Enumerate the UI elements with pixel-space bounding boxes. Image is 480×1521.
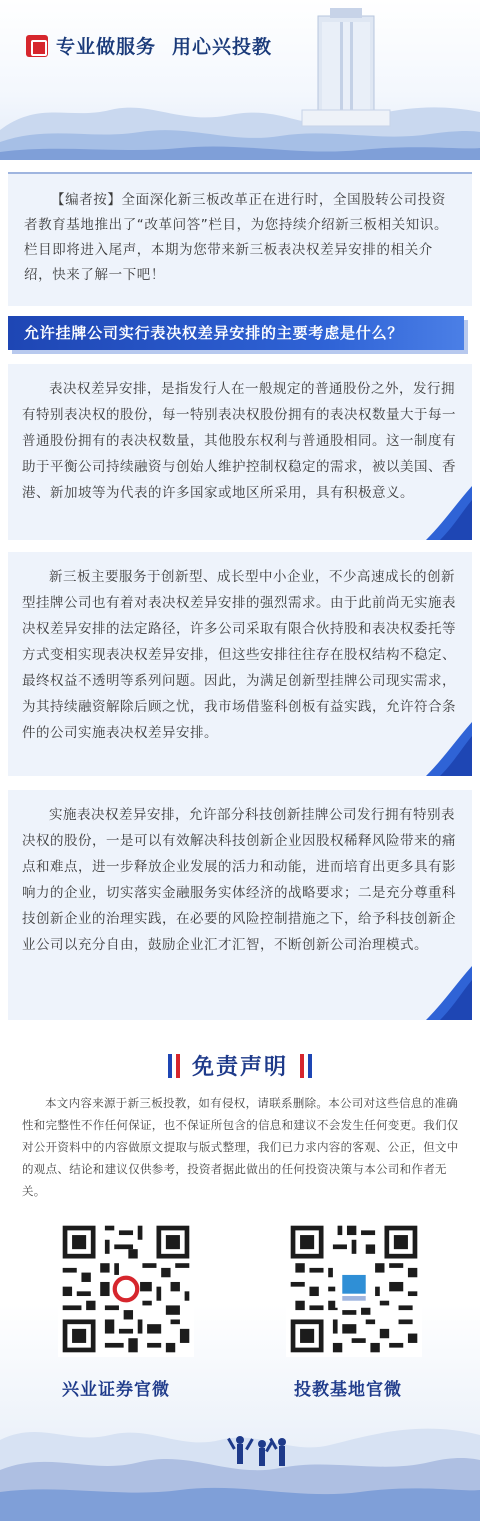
disclaimer-heading [0,1050,480,1081]
qr-label-xingye-securities: 兴业证券官微 [62,1380,170,1400]
paragraph-text: 表决权差异安排，是指发行人在一般规定的普通股份之外，发行拥有特别表决权的股份，每一特别表决权股份拥有的表决权数量大于每一普通股份拥有的表决权数量，其他股东权利与普通股相同。这一制度有助于平衡公司持续融资与创始人维护控制权稳定的需求，被以美国、香港、新加坡等为代表的许多国家或地区所采用，具有积极意义。 [22,381,456,501]
disclaimer-title: 免责声明 [191,1055,288,1080]
company-logo-icon [26,35,48,57]
qr-code-xingye-securities[interactable] [58,1221,194,1357]
slogan [26,32,288,59]
title-marker-icon [168,1054,172,1078]
mountain-illustration [0,70,480,160]
corner-wave-decoration [426,966,472,1020]
paragraph-text: 实施表决权差异安排，允许部分科技创新挂牌公司发行拥有特别表决权的股份，一是可以有效解决科技创新企业因股权稀释风险带来的痛点和难点，进一步释放企业发展的活力和动能，进而培育出更多具有影响力的企业，切实落实金融服务实体经济的战略要求；二是充分尊重科技创新企业的治理实践，在必要的风险控制措施之下，给予科技创新企业公司以充分自由，鼓励企业汇才汇智，不断创新公司治理模式。 [22,807,456,953]
qr-code-icon [286,1221,422,1357]
top-banner [0,0,480,160]
answer-paragraph-1 [8,364,472,540]
slogan-part-2: 用心兴投教 [172,36,273,58]
disclaimer-text: 本文内容来源于新三板投教，如有侵权，请联系删除。本公司对这些信息的准确性和完整性不作任何保证，也不保证所包含的信息和建议不会发生任何变更。我们仅对公开资料中的内容做原文提取与版式整理，我们已力求内容的客观、公正，但文中的观点、结论和建议仅供参考，投资者据此做出的任何投资决策与本公司和作者无关。 [22,1096,459,1198]
question-title: 允许挂牌公司实行表决权差异安排的主要考虑是什么？ [24,324,404,342]
building-illustration [300,6,392,130]
editor-note [8,172,472,306]
qr-code-icon [58,1221,194,1357]
title-marker-icon [308,1054,312,1078]
disclaimer-body [22,1092,462,1202]
disclaimer-section [0,1040,480,1521]
question-heading [8,314,472,354]
title-marker-icon [300,1054,304,1078]
answer-paragraph-2 [8,552,472,776]
qr-label-investor-education-base: 投教基地官微 [294,1380,402,1400]
slogan-part-1: 专业做服务 [56,36,157,58]
qr-code-investor-education-base[interactable] [286,1221,422,1357]
mountain-people-illustration [0,1400,480,1521]
answer-paragraph-3 [8,790,472,1020]
title-marker-icon [176,1054,180,1078]
paragraph-text: 新三板主要服务于创新型、成长型中小企业，不少高速成长的创新型挂牌公司也有着对表决权差异安排的强烈需求。由于此前尚无实施表决权差异安排的法定路径，许多公司采取有限合伙持股和表决权委托等方式变相实现表决权差异安排，但这些安排往往存在股权结构不稳定、最终权益不透明等系列问题。因此，为满足创新型挂牌公司现实需求，为其持续融资解除后顾之忧，我市场借鉴科创板有益实践，允许符合条件的公司实施表决权差异安排。 [22,569,456,741]
editor-note-text: 【编者按】全面深化新三板改革正在进行时，全国股转公司投资者教育基地推出了“改革问答”栏目，为您持续介绍新三板相关知识。栏目即将进入尾声，本期为您带来新三板表决权差异安排的相关介绍，快来了解一下吧！ [24,192,449,283]
